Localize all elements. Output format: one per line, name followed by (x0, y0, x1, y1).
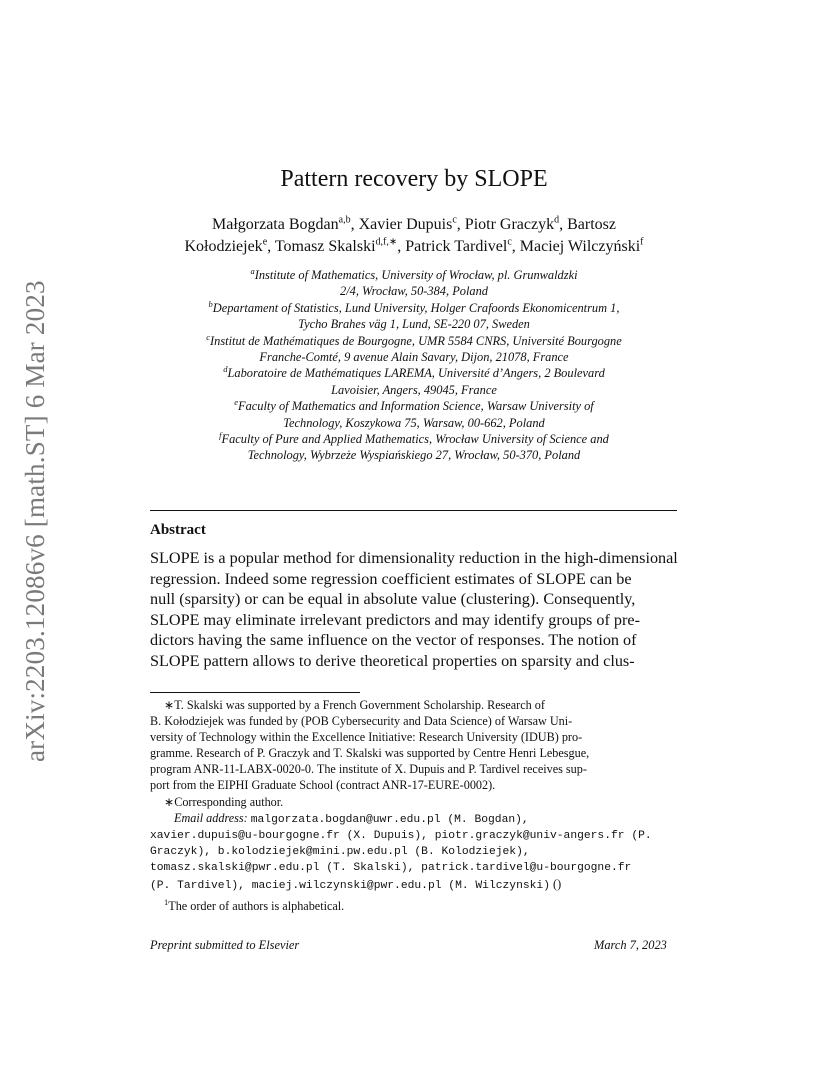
affiliation-text: Institut de Mathématiques de Bourgogne, UMR 5584 CNRS, Université Bourgogne (210, 333, 622, 348)
author-list (150, 214, 678, 258)
affiliation-line (150, 300, 678, 316)
author-separator: , (267, 238, 275, 255)
author-separator: , (559, 216, 568, 233)
affiliation-mark: e (234, 397, 239, 408)
affiliation-text: Institute of Mathematics, University of Wrocław, pl. Grunwaldzki (254, 268, 578, 282)
affiliation-line: Franche-Comté, 9 avenue Alain Savary, Dijon, 21078, France (259, 350, 569, 365)
affiliation-mark: d (223, 364, 228, 375)
arxiv-stamp: arXiv:2203.12086v6 [math.ST] 6 Mar 2023 (20, 280, 50, 762)
affiliation-line: Tycho Brahes väg 1, Lund, SE-220 07, Sweden (298, 317, 530, 332)
funding-footnote: program ANR-11-LABX-0020-0. The institute of X. Dupuis and P. Tardivel receives sup- (150, 762, 587, 777)
email-footnote (150, 810, 682, 828)
affiliation-text: Laboratoire de Mathématiques LAREMA, Université d’Angers, 2 Boulevard (227, 366, 605, 381)
affiliation-line (150, 398, 678, 414)
abstract-body (150, 548, 700, 671)
abstract-line: null (sparsity) or can be equal in absolute value (clustering). Consequently, (150, 590, 636, 608)
affiliation-line (150, 267, 678, 283)
affiliation-line: 2/4, Wrocław, 50-384, Poland (340, 284, 488, 299)
preprint-date: March 7, 2023 (594, 938, 667, 952)
author-name: Xavier Dupuis (358, 216, 453, 233)
affiliation-mark: b (208, 298, 213, 309)
author-affil-mark: a,b (338, 214, 351, 226)
corresponding-author-note: ∗Corresponding author. (164, 794, 284, 809)
author-separator: , (511, 238, 520, 255)
author-name: Patrick Tardivel (405, 238, 508, 255)
order-footnote (150, 894, 682, 914)
funding-footnote: gramme. Research of P. Graczyk and T. Skalski was supported by Centre Henri Lebesgue, (150, 746, 590, 761)
author-name: Małgorzata Bogdan (212, 216, 339, 233)
email-addresses[interactable]: malgorzata.bogdan@uwr.edu.pl (M. Bogdan), (250, 813, 529, 826)
affiliation-text: Faculty of Mathematics and Information Science, Warsaw University of (238, 399, 594, 414)
author-affil-mark: d,f,∗ (375, 236, 398, 248)
author-affil-mark: f (640, 236, 644, 248)
affiliation-text: Faculty of Pure and Applied Mathematics, Wrocław University of Science and (221, 432, 609, 447)
abstract-line: dictors having the same influence on the vector of responses. The notion of (150, 631, 637, 649)
author-name: Bartosz (567, 216, 616, 233)
affiliation-line: Lavoisier, Angers, 49045, France (331, 382, 497, 397)
abstract-heading: Abstract (150, 522, 206, 538)
abstract-line: SLOPE may eliminate irrelevant predictors and may identify groups of pre- (150, 610, 640, 629)
footnotes (150, 697, 682, 914)
email-footnote (150, 876, 682, 894)
email-tail: () (549, 877, 562, 892)
email-addresses[interactable]: Graczyk), b.kolodziejek@mini.pw.edu.pl (B. Kolodziejek), (150, 845, 530, 858)
author-separator: , (397, 238, 406, 255)
affiliation-text: Departament of Statistics, Lund University, Holger Crafoords Ekonomicentrum 1, (212, 300, 620, 315)
affiliation-line (150, 333, 678, 349)
email-addresses[interactable]: xavier.dupuis@u-bourgogne.fr (X. Dupuis), piotr.graczyk@univ-angers.fr (P. (150, 829, 652, 842)
funding-footnote: port from the EIPHI Graduate School (contract ANR-17-EURE-0002). (150, 778, 496, 793)
affiliation-mark: c (206, 331, 211, 342)
affiliation-mark: a (250, 265, 255, 276)
abstract-line: SLOPE is a popular method for dimensionality reduction in the high-dimensional (150, 549, 678, 567)
affiliation-line: Technology, Wybrzeże Wyspiańskiego 27, Wrocław, 50-370, Poland (247, 448, 581, 463)
author-affil-mark: c (452, 214, 457, 226)
email-addresses[interactable]: (P. Tardivel), maciej.wilczynski@pwr.edu.pl (M. Wilczynski) (150, 880, 550, 893)
affiliation-list (150, 267, 678, 464)
author-affil-mark: c (507, 236, 512, 248)
abstract-line: SLOPE pattern allows to derive theoretical properties on sparsity and clus- (150, 651, 635, 670)
funding-footnote: B. Kołodziejek was funded by (POB Cybersecurity and Data Science) of Warsaw Uni- (150, 714, 573, 729)
funding-footnote: versity of Technology within the Excellence Initiative: Research University (IDUB) pro- (150, 730, 583, 745)
author-name: Kołodziejek (184, 238, 263, 255)
author-separator: , (456, 216, 465, 233)
paper-title: Pattern recovery by SLOPE (280, 166, 548, 192)
email-addresses[interactable]: tomasz.skalski@pwr.edu.pl (T. Skalski), patrick.tardivel@u-bourgogne.fr (150, 861, 632, 874)
funding-footnote: ∗T. Skalski was supported by a French Government Scholarship. Research of (164, 698, 545, 712)
author-separator: , (350, 216, 359, 233)
affiliation-line: Technology, Koszykowa 75, Warsaw, 00-662, Poland (283, 415, 545, 430)
affiliation-line (150, 431, 678, 447)
author-affil-mark: d (554, 214, 560, 226)
author-name: Maciej Wilczyński (519, 238, 641, 255)
preprint-notice: Preprint submitted to Elsevier (150, 938, 300, 952)
footnote-divider (150, 692, 360, 693)
email-label: Email address: (174, 810, 248, 825)
author-name: Piotr Graczyk (464, 216, 555, 233)
affiliation-mark: f (219, 429, 222, 440)
section-divider (150, 510, 677, 511)
author-name: Tomasz Skalski (274, 238, 376, 255)
footnote-mark: 1 (164, 897, 169, 908)
author-line-1 (150, 214, 678, 236)
author-line-2 (150, 236, 678, 258)
abstract-line: regression. Indeed some regression coefficient estimates of SLOPE can be (150, 569, 632, 588)
author-affil-mark: e (262, 236, 268, 248)
affiliation-line (150, 365, 678, 381)
order-footnote-text: The order of authors is alphabetical. (168, 899, 345, 914)
